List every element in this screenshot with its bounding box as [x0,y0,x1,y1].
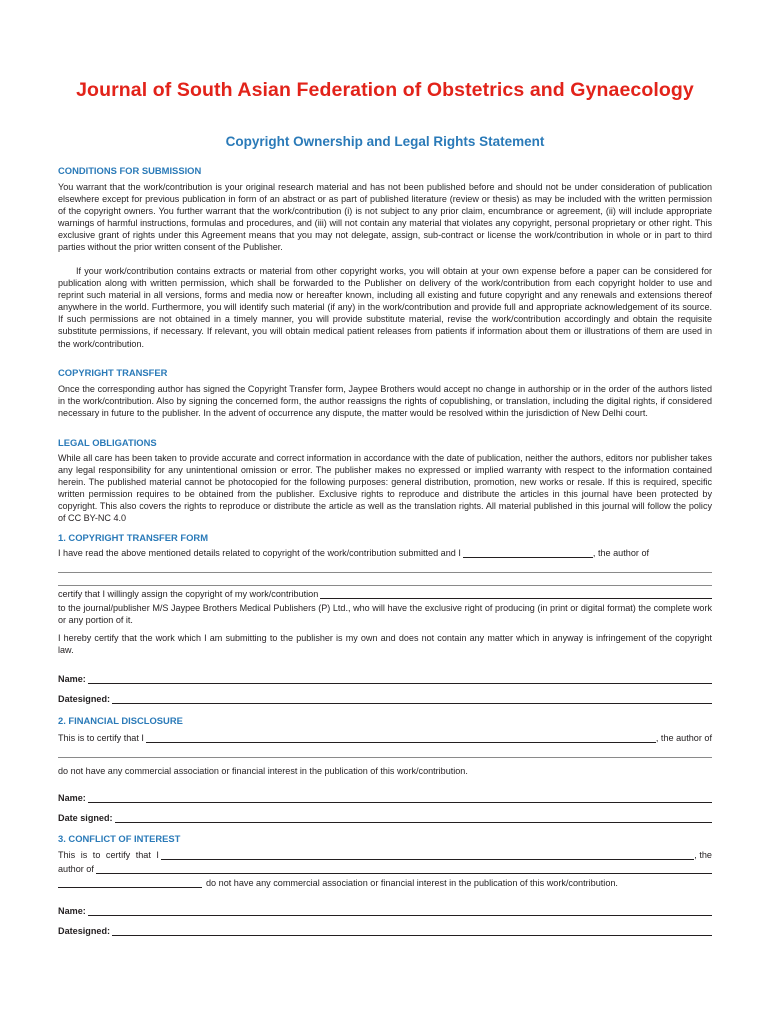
document-title: Copyright Ownership and Legal Rights Statement [225,134,545,149]
form2-name-row [58,793,712,803]
form3-name-label: Name: [58,906,86,916]
form2-date-label: Date signed: [58,813,113,823]
form3-certify-text: This is to certify that I [58,850,159,860]
form1-name-label: Name: [58,674,86,684]
form2-certify-text: This is to certify that I [58,733,144,743]
form3-date-field[interactable] [112,926,712,936]
form3-date-label: Datesigned: [58,926,111,936]
form3-date-row [58,926,712,936]
form1-title-field-2[interactable] [58,585,712,586]
form3-certify-suffix: , the [694,850,712,860]
form1-date-label: Datesigned: [58,694,111,704]
form3-name-field[interactable] [88,906,712,916]
form3-author-of-text: author of [58,864,94,874]
conditions-heading: CONDITIONS FOR SUBMISSION [58,165,202,176]
copyright-transfer-heading: COPYRIGHT TRANSFER [58,367,168,378]
form3-statement: do not have any commercial association or financial interest in the publication of this work/contribution. [206,878,618,888]
copyright-transfer-paragraph: Once the corresponding author has signed the Copyright Transfer form, Jaypee Brothers would accept no change in authorship or in the order of the authors listed in the work/contribution. Also by signing the concerned form, the author reassigns the rights of copublishing, or translation, including the digital rights, if considered necessary in future to the publisher. In the advent of occurrence any dispute, the matter would be resolved within the jurisdiction of New Delhi court. [58,384,712,419]
form3-name-row [58,906,712,916]
form3-author-of-row [58,864,712,874]
form3-statement-row [58,878,712,888]
form1-date-row [58,694,712,704]
form2-statement: do not have any commercial association or financial interest in the publication of this work/contribution. [58,766,468,776]
form1-certify-line [58,589,712,599]
form2-title-field[interactable] [58,757,712,758]
form3-author-name-field[interactable] [161,850,694,860]
form1-hereby-paragraph: I hereby certify that the work which I am submitting to the publisher is my own and does not contain any matter which in anyway is infringement of the copyright law. [58,633,712,656]
form1-author-name-field[interactable] [463,548,593,558]
form1-name-field[interactable] [88,674,712,684]
form2-date-field[interactable] [115,813,712,823]
form2-name-field[interactable] [88,793,712,803]
form1-title-field-1[interactable] [58,572,712,573]
conditions-paragraph-2: If your work/contribution contains extracts or material from other copyright works, you will obtain at your own expense before a paper can be considered for publication along with written permission, which shall be forwarded to the Publisher on delivery of the work/contribution from each copyright holder to use and reprint such material in all versions, forms and media now or hereafter known, including all existing and future copyright and any renewals and extensions thereof anywhere in the world. Furthermore, you will identify such material (if any) in the work/contribution and provide full and appropriate acknowledgement of its source. If such permissions are not obtained in a timely manner, you will provide substitute material, revise the work/contribution accordingly and obtain the requisite substitute permissions, if necessary. If relevant, you will obtain medical patient releases from patients if information about them or illustrations of them are used in the work/contribution. [58,266,712,349]
form1-date-field[interactable] [112,694,712,704]
form1-certify-paragraph: to the journal/publisher M/S Jaypee Brothers Medical Publishers (P) Ltd., who will have the exclusive right of producing (in print or digital format) the complete work or any portion of it. [58,603,712,626]
form3-title-field-2[interactable] [58,878,202,888]
form2-certify-row [58,733,712,743]
form2-date-row [58,813,712,823]
legal-obligations-paragraph: While all care has been taken to provide accurate and correct information in accordance with the date of publication, neither the authors, editors nor publisher takes any legal responsibility for any unintentional omission or error. The publisher makes no expressed or implied warranty with respect to the information contained herein. The published material cannot be photocopied for the following purposes: general distribution, promotion, new works or resale. If this is required, specific written permission requires to be obtained from the publisher. Exclusive rights to reproduce and distribute the articles in this journal have been protected by copyright. This also covers the rights to reproduce or distribute the article as well as the translation rights. All material published in this journal will follow the policy of CC BY-NC 4.0 [58,453,712,524]
form3-title-field[interactable] [96,864,712,874]
form1-line1-text: I have read the above mentioned details related to copyright of the work/contribution submitted and I [58,548,461,558]
form2-certify-suffix: , the author of [655,733,712,743]
copyright-transfer-form-heading: 1. COPYRIGHT TRANSFER FORM [58,532,209,543]
form2-author-name-field[interactable] [146,733,656,743]
legal-obligations-heading: LEGAL OBLIGATIONS [58,437,157,448]
conditions-paragraph-1: You warrant that the work/contribution is your original research material and has not been published before and should not be under consideration of publication elsewhere except for previous publication in form of an abstract or as part of published literature (review or thesis) as may be included with the written permission of the copyright owners. You further warrant that the work/contribution (i) is not subject to any prior claim, encumbrance or agreement, (ii) will include appropriate warnings of harmful instructions, formulas and procedures, and (iii) will not contain any material that violates any copyright, personal proprietary or other right. This exclusive grant of rights under this Agreement means that you may not delegate, assign, sub-contract or license the work/contribution in whole or in part to third parties without the prior written consent of the Publisher. [58,182,712,253]
form2-name-label: Name: [58,793,86,803]
conflict-of-interest-heading: 3. CONFLICT OF INTEREST [58,833,181,844]
form1-work-title-field[interactable] [320,589,712,599]
form1-certify-text: certify that I willingly assign the copyright of my work/contribution [58,589,319,599]
form1-line-1 [58,548,712,558]
form1-name-row [58,674,712,684]
form3-certify-row [58,850,712,860]
journal-title: Journal of South Asian Federation of Obstetrics and Gynaecology [76,79,694,101]
form1-line1-suffix: , the author of [592,548,650,558]
financial-disclosure-heading: 2. FINANCIAL DISCLOSURE [58,715,183,726]
